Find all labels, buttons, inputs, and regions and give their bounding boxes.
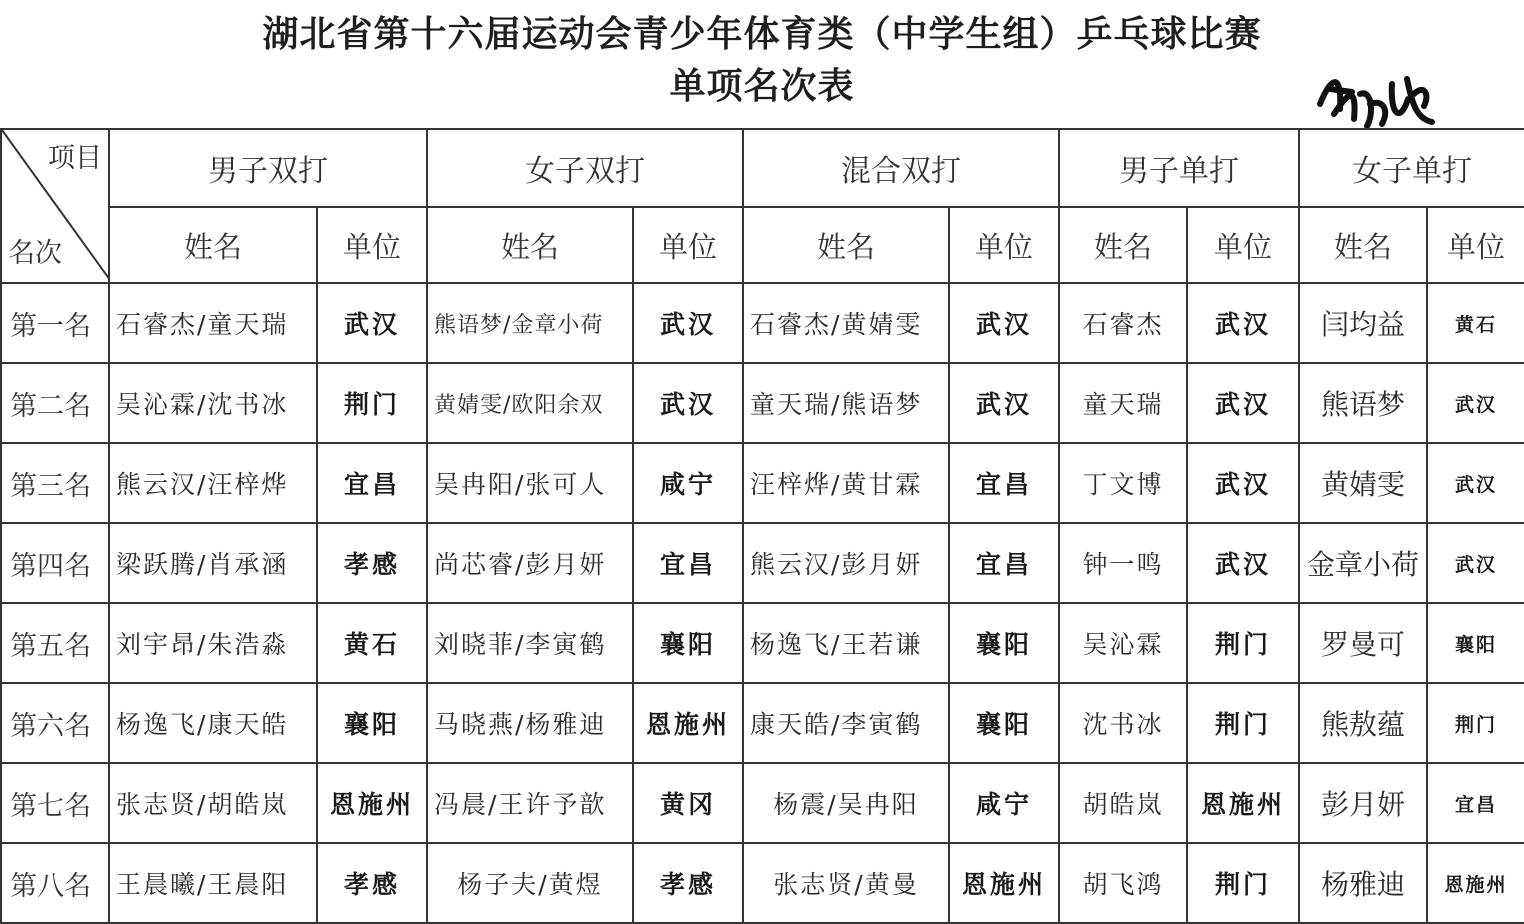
name-cell: 刘宇昂/朱浩淼 <box>109 603 317 683</box>
name-cell: 熊语梦 <box>1299 363 1427 443</box>
unit-cell: 荆门 <box>317 363 427 443</box>
unit-cell: 襄阳 <box>949 683 1059 763</box>
rank-cell: 第一名 <box>1 283 109 363</box>
name-cell: 石睿杰/童天瑞 <box>109 283 317 363</box>
unit-cell: 宜昌 <box>633 523 743 603</box>
unit-cell: 武汉 <box>1427 363 1524 443</box>
unit-cell: 荆门 <box>1187 603 1299 683</box>
unit-cell: 武汉 <box>1187 523 1299 603</box>
name-cell: 张志贤/黄曼 <box>743 843 949 923</box>
ranking-table <box>0 128 1524 924</box>
name-cell: 熊敖蕴 <box>1299 683 1427 763</box>
unit-cell: 孝感 <box>317 843 427 923</box>
unit-cell: 黄石 <box>1427 283 1524 363</box>
rank-cell: 第八名 <box>1 843 109 923</box>
name-cell: 胡飞鸿 <box>1059 843 1187 923</box>
unit-cell: 襄阳 <box>949 603 1059 683</box>
header-corner-cell <box>1 129 109 283</box>
event-header-mens-singles: 男子单打 <box>1059 129 1299 207</box>
unit-cell: 咸宁 <box>633 443 743 523</box>
name-cell: 吴沁霖/沈书冰 <box>109 363 317 443</box>
unit-cell: 宜昌 <box>949 443 1059 523</box>
name-cell: 王晨曦/王晨阳 <box>109 843 317 923</box>
name-cell: 康天皓/李寅鹤 <box>743 683 949 763</box>
unit-cell: 宜昌 <box>317 443 427 523</box>
unit-cell: 襄阳 <box>1427 603 1524 683</box>
unit-cell: 武汉 <box>1427 443 1524 523</box>
name-cell: 彭月妍 <box>1299 763 1427 843</box>
unit-cell: 武汉 <box>317 283 427 363</box>
name-cell: 吴沁霖 <box>1059 603 1187 683</box>
subheader-unit: 单位 <box>1187 207 1299 283</box>
name-cell: 汪梓烨/黄甘霖 <box>743 443 949 523</box>
unit-cell: 武汉 <box>1187 443 1299 523</box>
name-cell: 闫均益 <box>1299 283 1427 363</box>
name-cell: 石睿杰/黄婧雯 <box>743 283 949 363</box>
name-cell: 杨子夫/黄煜 <box>427 843 633 923</box>
name-cell: 吴冉阳/张可人 <box>427 443 633 523</box>
subheader-name: 姓名 <box>109 207 317 283</box>
table-row <box>1 443 1524 523</box>
subheader-name: 姓名 <box>1059 207 1187 283</box>
unit-cell: 武汉 <box>1187 283 1299 363</box>
name-cell: 杨逸飞/王若谦 <box>743 603 949 683</box>
unit-cell: 襄阳 <box>633 603 743 683</box>
subheader-unit: 单位 <box>1427 207 1524 283</box>
event-header-mens-doubles: 男子双打 <box>109 129 427 207</box>
name-cell: 沈书冰 <box>1059 683 1187 763</box>
name-cell: 金章小荷 <box>1299 523 1427 603</box>
name-cell: 罗曼可 <box>1299 603 1427 683</box>
name-cell: 黄婧雯/欧阳余双 <box>427 363 633 443</box>
unit-cell: 恩施州 <box>949 843 1059 923</box>
name-cell: 石睿杰 <box>1059 283 1187 363</box>
subheader-name: 姓名 <box>743 207 949 283</box>
unit-cell: 襄阳 <box>317 683 427 763</box>
subheader-unit: 单位 <box>633 207 743 283</box>
unit-cell: 荆门 <box>1427 683 1524 763</box>
rank-cell: 第四名 <box>1 523 109 603</box>
name-cell: 杨逸飞/康天皓 <box>109 683 317 763</box>
table-row <box>1 763 1524 843</box>
subheader-name: 姓名 <box>1299 207 1427 283</box>
unit-cell: 恩施州 <box>317 763 427 843</box>
unit-cell: 咸宁 <box>949 763 1059 843</box>
name-cell: 丁文博 <box>1059 443 1187 523</box>
name-cell: 童天瑞 <box>1059 363 1187 443</box>
subheader-name: 姓名 <box>427 207 633 283</box>
table-row <box>1 603 1524 683</box>
unit-cell: 武汉 <box>633 283 743 363</box>
subheader-unit: 单位 <box>949 207 1059 283</box>
unit-cell: 宜昌 <box>949 523 1059 603</box>
unit-cell: 武汉 <box>1187 363 1299 443</box>
name-cell: 熊云汉/汪梓烨 <box>109 443 317 523</box>
page-title: 湖北省第十六届运动会青少年体育类（中学生组）乒乓球比赛 <box>262 14 1262 55</box>
corner-label-event: 项目 <box>48 143 102 174</box>
unit-cell: 武汉 <box>949 363 1059 443</box>
event-header-womens-doubles: 女子双打 <box>427 129 743 207</box>
rank-cell: 第七名 <box>1 763 109 843</box>
corner-label-rank: 名次 <box>8 238 62 269</box>
rank-cell: 第二名 <box>1 363 109 443</box>
rank-cell: 第五名 <box>1 603 109 683</box>
name-cell: 胡皓岚 <box>1059 763 1187 843</box>
name-cell: 梁跃腾/肖承涵 <box>109 523 317 603</box>
name-cell: 刘晓菲/李寅鹤 <box>427 603 633 683</box>
rank-cell: 第六名 <box>1 683 109 763</box>
table-row <box>1 283 1524 363</box>
name-cell: 熊云汉/彭月妍 <box>743 523 949 603</box>
unit-cell: 恩施州 <box>1427 843 1524 923</box>
table-row <box>1 843 1524 923</box>
subheader-unit: 单位 <box>317 207 427 283</box>
table-row <box>1 683 1524 763</box>
unit-cell: 孝感 <box>317 523 427 603</box>
name-cell: 马晓燕/杨雅迪 <box>427 683 633 763</box>
unit-cell: 武汉 <box>633 363 743 443</box>
event-header-mixed-doubles: 混合双打 <box>743 129 1059 207</box>
name-cell: 钟一鸣 <box>1059 523 1187 603</box>
unit-cell: 孝感 <box>633 843 743 923</box>
unit-cell: 荆门 <box>1187 843 1299 923</box>
unit-cell: 恩施州 <box>1187 763 1299 843</box>
unit-cell: 武汉 <box>949 283 1059 363</box>
unit-cell: 黄冈 <box>633 763 743 843</box>
name-cell: 张志贤/胡皓岚 <box>109 763 317 843</box>
unit-cell: 恩施州 <box>633 683 743 763</box>
unit-cell: 荆门 <box>1187 683 1299 763</box>
name-cell: 冯晨/王许予歆 <box>427 763 633 843</box>
name-cell: 熊语梦/金章小荷 <box>427 283 633 363</box>
unit-cell: 武汉 <box>1427 523 1524 603</box>
name-cell: 童天瑞/熊语梦 <box>743 363 949 443</box>
unit-cell: 宜昌 <box>1427 763 1524 843</box>
rank-cell: 第三名 <box>1 443 109 523</box>
event-header-womens-singles: 女子单打 <box>1299 129 1524 207</box>
page-subtitle: 单项名次表 <box>669 66 855 107</box>
name-cell: 黄婧雯 <box>1299 443 1427 523</box>
unit-cell: 黄石 <box>317 603 427 683</box>
name-cell: 杨雅迪 <box>1299 843 1427 923</box>
table-row <box>1 523 1524 603</box>
table-row <box>1 363 1524 443</box>
name-cell: 尚芯睿/彭月妍 <box>427 523 633 603</box>
name-cell: 杨震/吴冉阳 <box>743 763 949 843</box>
